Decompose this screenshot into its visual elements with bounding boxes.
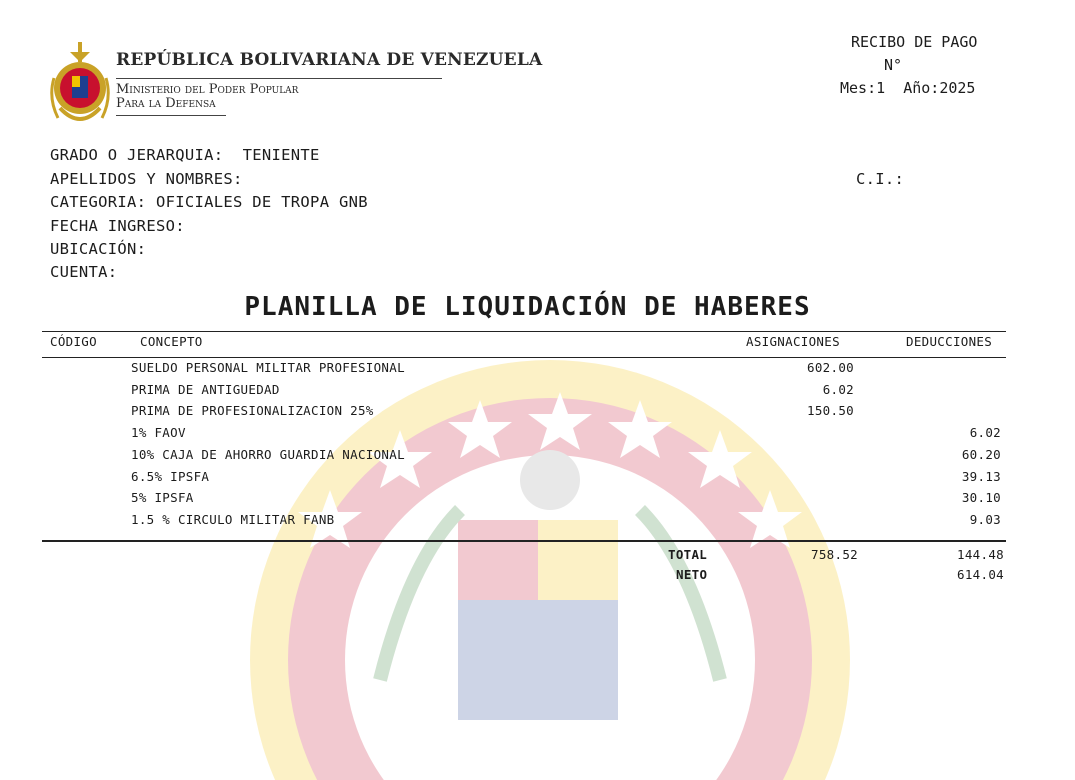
receipt-number-label: N° xyxy=(884,56,903,74)
row-asignacion: 150.50 xyxy=(807,403,854,419)
ubicacion-field: UBICACIÓN: xyxy=(50,240,147,258)
total-asignaciones: 758.52 xyxy=(811,547,858,562)
coat-of-arms-crest-icon xyxy=(48,38,112,136)
column-header-deducciones: DEDUCCIONES xyxy=(906,334,993,349)
month-year: Mes:1 Año:2025 xyxy=(840,79,976,97)
row-deduccion: 9.03 xyxy=(969,511,1001,527)
org-divider xyxy=(116,78,442,79)
row-deduccion: 30.10 xyxy=(961,490,1001,506)
categoria-field: CATEGORIA: OFICIALES DE TROPA GNB xyxy=(50,193,368,211)
column-header-asignaciones: ASIGNACIONES xyxy=(746,334,840,349)
table-bottom-rule xyxy=(42,540,1006,542)
total-label: TOTAL xyxy=(668,547,708,562)
row-deduccion: 60.20 xyxy=(961,446,1001,462)
row-concepto: 6.5% IPSFA xyxy=(131,468,210,484)
column-header-concepto: CONCEPTO xyxy=(140,334,203,349)
row-concepto: 1.5 % CIRCULO MILITAR FANB xyxy=(131,511,335,527)
neto-value: 614.04 xyxy=(957,567,1004,582)
total-deducciones: 144.48 xyxy=(957,547,1004,562)
row-concepto: PRIMA DE PROFESIONALIZACION 25% xyxy=(131,403,374,419)
grado-field: GRADO O JERARQUIA: TENIENTE xyxy=(50,146,320,164)
receipt-title: RECIBO DE PAGO xyxy=(851,33,978,51)
nombres-field: APELLIDOS Y NOMBRES: xyxy=(50,170,243,188)
column-header-codigo: CÓDIGO xyxy=(50,334,97,349)
cuenta-field: CUENTA: xyxy=(50,263,118,281)
row-deduccion: 6.02 xyxy=(969,425,1001,441)
ministry-line-2: Para la Defensa xyxy=(116,96,216,111)
row-deduccion: 39.13 xyxy=(961,468,1001,484)
table-header-rule xyxy=(42,357,1006,358)
row-concepto: 1% FAOV xyxy=(131,425,186,441)
row-asignacion: 602.00 xyxy=(807,360,854,375)
fecha-ingreso-field: FECHA INGRESO: xyxy=(50,217,185,235)
row-concepto: 10% CAJA DE AHORRO GUARDIA NACIONAL xyxy=(131,446,405,462)
row-asignacion: 6.02 xyxy=(822,381,854,397)
row-concepto: 5% IPSFA xyxy=(131,490,194,506)
row-concepto: PRIMA DE ANTIGUEDAD xyxy=(131,381,280,397)
organization-header xyxy=(116,50,543,111)
ci-field: C.I.: xyxy=(856,170,905,188)
org-name: REPÚBLICA BOLIVARIANA DE VENEZUELA xyxy=(116,50,543,70)
neto-label: NETO xyxy=(676,567,708,582)
document-title: PLANILLA DE LIQUIDACIÓN DE HABERES xyxy=(244,292,811,322)
ministry-line-1: Ministerio del Poder Popular xyxy=(116,82,299,97)
row-concepto: SUELDO PERSONAL MILITAR PROFESIONAL xyxy=(131,360,405,375)
table-top-rule xyxy=(42,331,1006,332)
ministry-divider xyxy=(116,115,226,116)
